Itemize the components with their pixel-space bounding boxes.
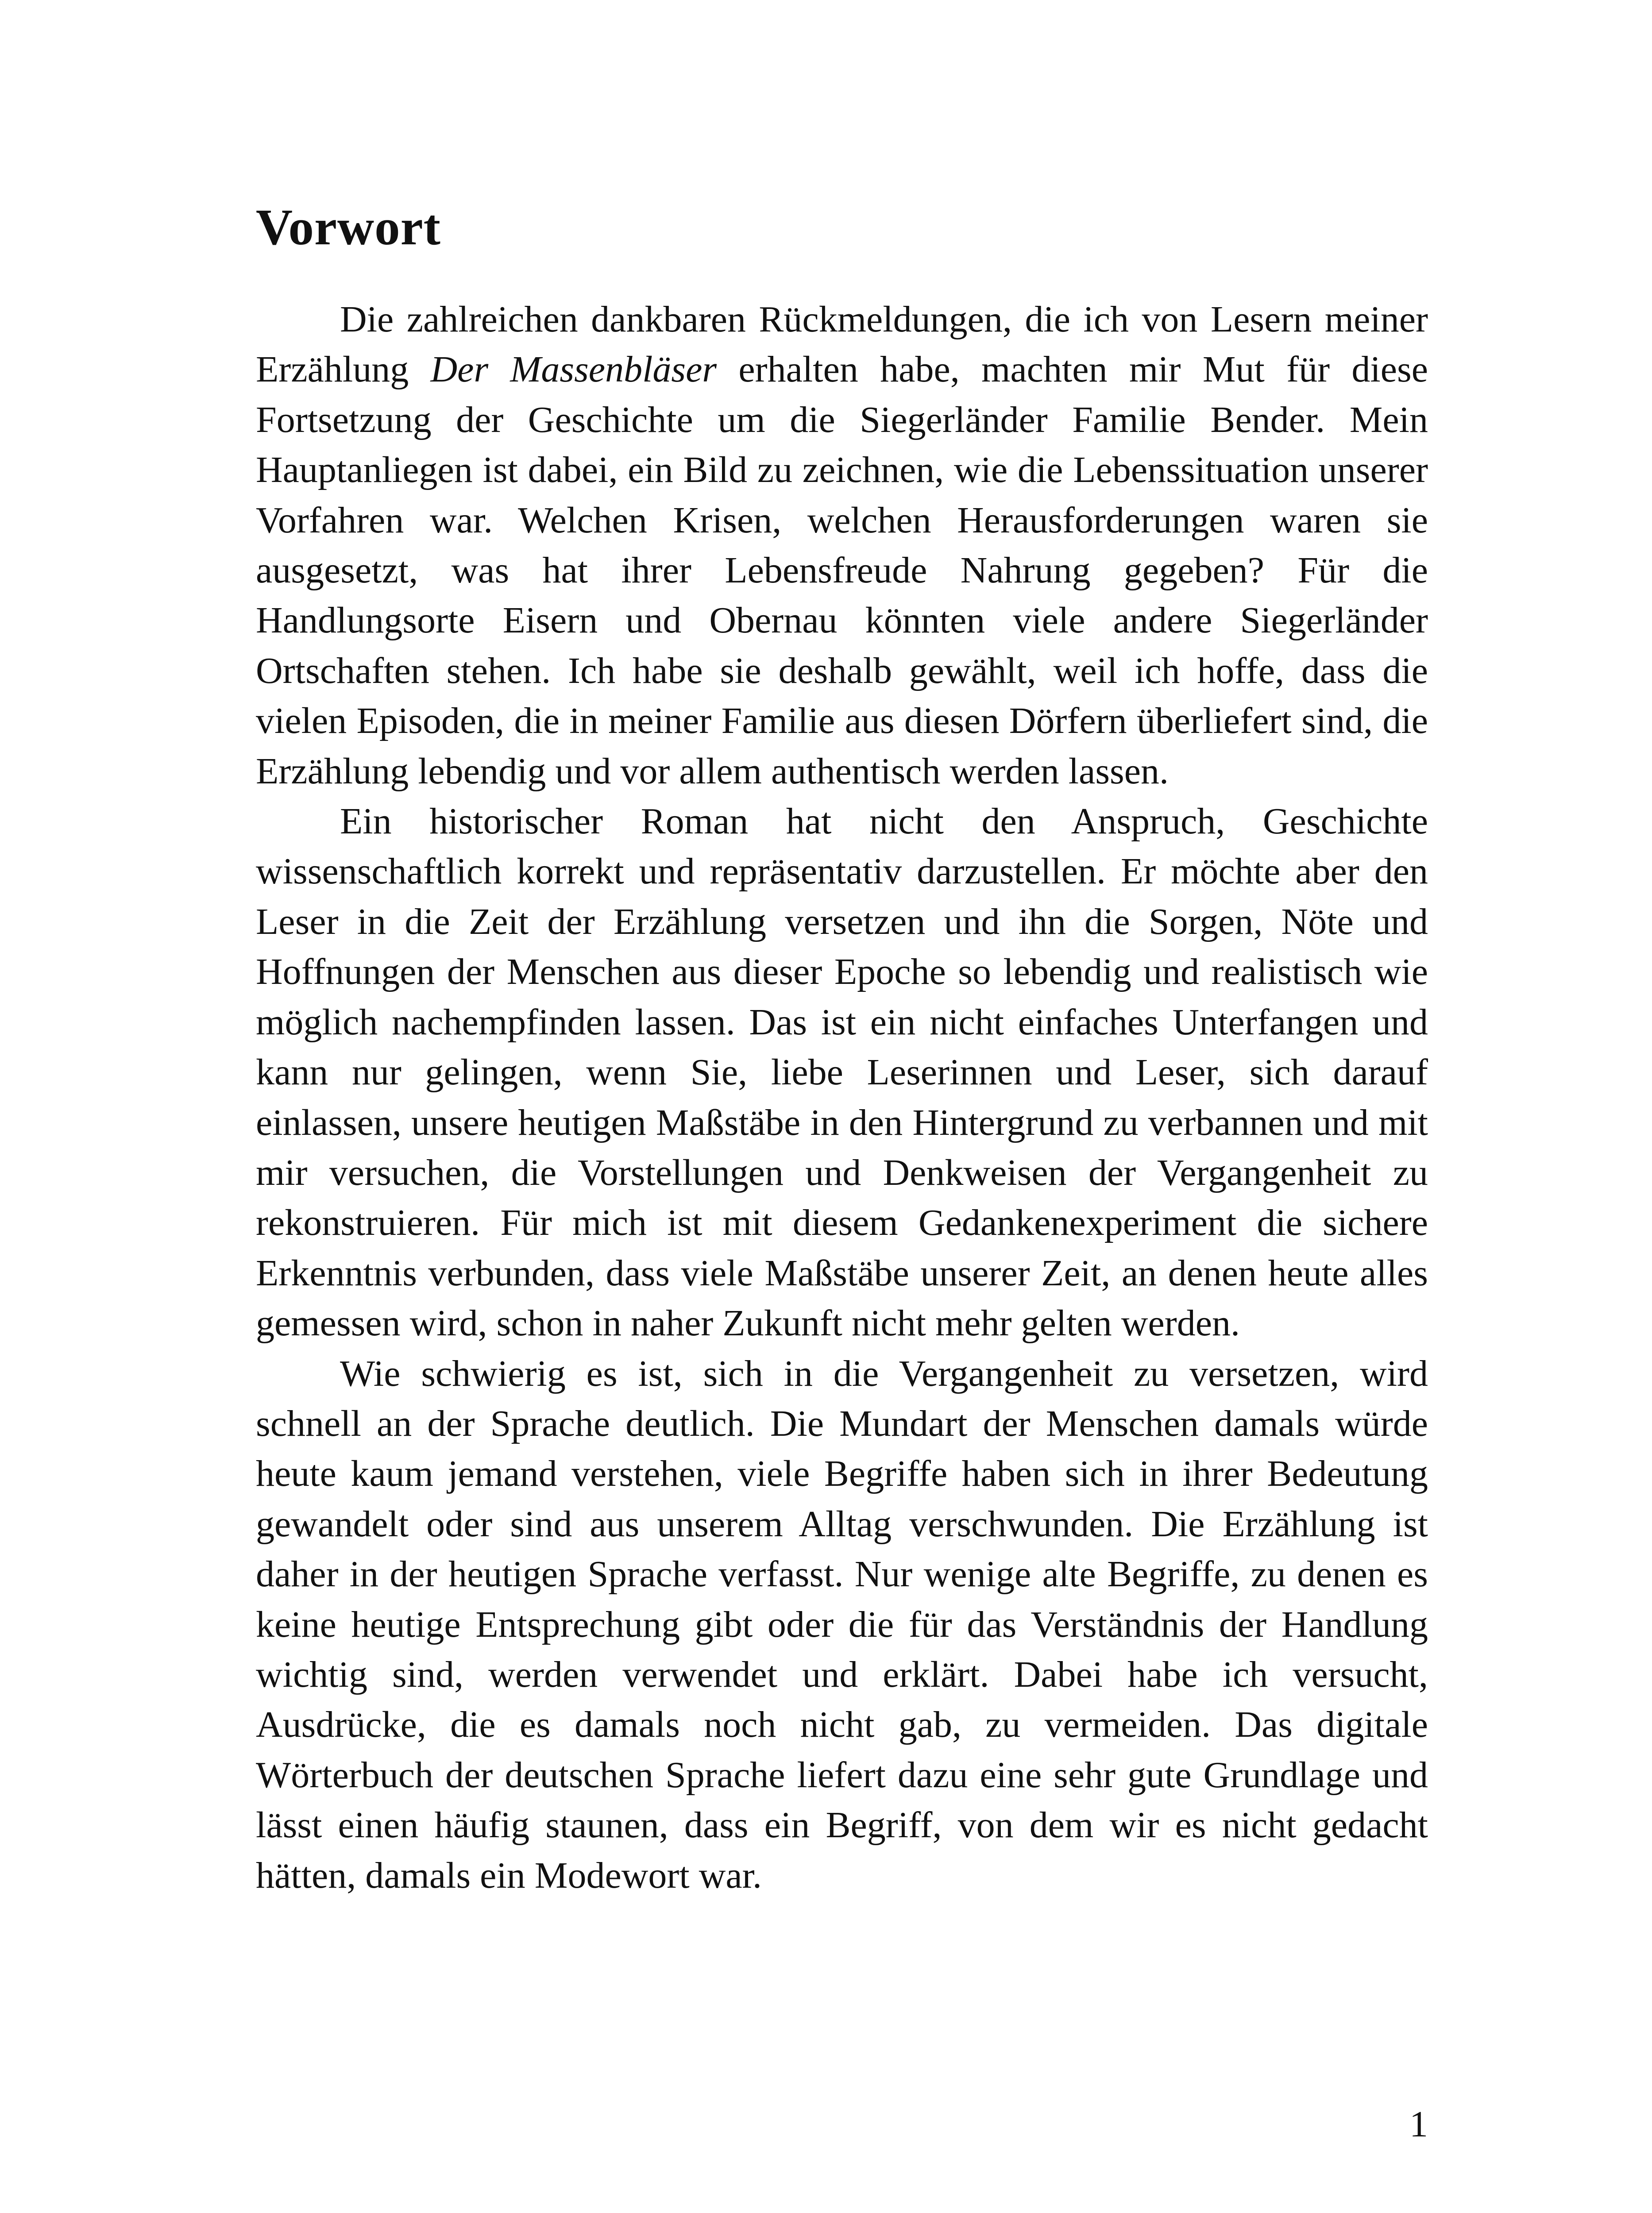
paragraph-1 — [256, 294, 1428, 796]
paragraph-2: Ein historischer Roman hat nicht den Anspruch, Geschichte wissenschaftlich korrekt und repräsentativ darzustellen. Er möchte aber den Leser in die Zeit der Erzählung versetzen und ihn die Sorgen, Nöte und Hoffnungen der Menschen aus dieser Epoche so lebendig und realistisch wie möglich nachempfinden lassen. Das ist ein nicht einfaches Unterfangen und kann nur gelingen, wenn Sie, liebe Leserinnen und Leser, sich darauf einlassen, unsere heutigen Maßstäbe in den Hintergrund zu verbannen und mit mir versuchen, die Vorstellungen und Denkweisen der Vergangenheit zu rekonstruieren. Für mich ist mit diesem Gedankenexperiment die sichere Erkenntnis verbunden, dass viele Maßstäbe unserer Zeit, an denen heute alles gemessen wird, schon in naher Zukunft nicht mehr gelten werden. — [256, 801, 1428, 1344]
page-number: 1 — [1409, 2104, 1428, 2145]
body-text — [256, 294, 1428, 1901]
paragraph-1-text-start: Die zahlreichen dankbaren Rückmeldungen, die ich von Lesern meiner Erzählung — [256, 299, 1428, 390]
paragraph-3: Wie schwierig es ist, sich in die Vergangenheit zu versetzen, wird schnell an der Sprache deutlich. Die Mundart der Menschen damals würde heute kaum jemand verstehen, viele Begriffe haben sich in ihrer Bedeutung gewandelt oder sind aus unserem Alltag verschwunden. Die Erzählung ist daher in der heutigen Sprache verfasst. Nur wenige alte Begriffe, zu denen es keine heutige Entsprechung gibt oder die für das Verständnis der Handlung wichtig sind, werden verwendet und erklärt. Dabei habe ich versucht, Ausdrücke, die es damals noch nicht gab, zu vermeiden. Das digitale Wörterbuch der deutschen Sprache liefert dazu eine sehr gute Grundlage und lässt einen häufig staunen, dass ein Begriff, von dem wir es nicht gedacht hätten, damals ein Modewort war. — [256, 1353, 1428, 1896]
book-title-italic: Der Massenbläser — [430, 349, 717, 390]
paragraph-1-text-end: erhalten habe, machten mir Mut für diese Fortsetzung der Geschichte um die Siegerländer Familie Bender. Mein Hauptanliegen ist dabei, ein Bild zu zeichnen, wie die Lebenssituation unserer Vorfahren war. Welchen Krisen, welchen Herausforderungen waren sie ausgesetzt, was hat ihrer Lebensfreude Nahrung gegeben? Für die Handlungsorte Eisern und Obernau könnten viele andere Siegerländer Ortschaften stehen. Ich habe sie deshalb gewählt, weil ich hoffe, dass die vielen Episoden, die in meiner Familie aus diesen Dörfern überliefert sind, die Erzählung lebendig und vor allem authentisch werden lassen. — [256, 349, 1428, 792]
chapter-title: Vorwort — [256, 199, 441, 255]
